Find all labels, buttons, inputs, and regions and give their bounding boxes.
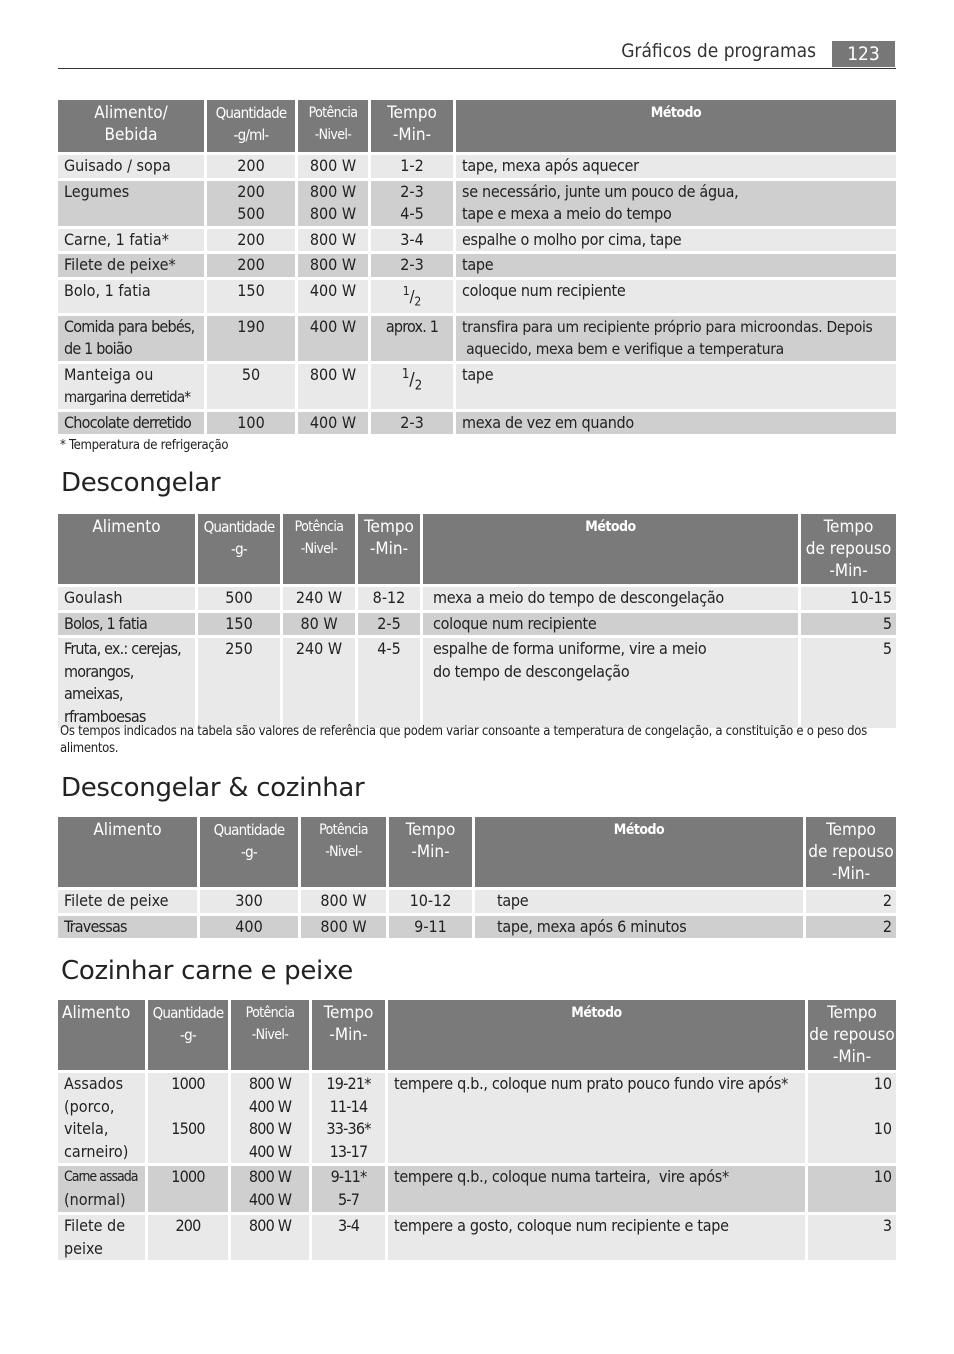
cell-power: 800 W	[298, 229, 368, 252]
defrost-table	[55, 511, 899, 731]
cell-time: 2-3	[371, 412, 453, 435]
cell-rest-time: 2	[806, 916, 896, 939]
cell-time: $^1/_2$	[371, 280, 453, 313]
cell-time: 2-3 4-5	[371, 181, 453, 226]
cook-meat-fish-table	[55, 997, 899, 1263]
cell-food: Travessas	[58, 916, 197, 939]
cell-power: 240 W	[283, 587, 355, 610]
cell-power: 800 W 400 W 800 W 400 W	[231, 1073, 309, 1163]
cell-rest-time: 2	[806, 890, 896, 913]
cell-food: Carne, 1 fatia*	[58, 229, 204, 252]
table-row	[58, 316, 896, 361]
col-header-method: Método	[423, 514, 798, 584]
col-header-power: Potência -Nivel-	[283, 514, 355, 584]
cell-food: Filete de peixe	[58, 1215, 145, 1260]
cell-time: 2-5	[358, 613, 420, 636]
cell-power: 800 W	[298, 254, 368, 277]
cell-method: espalhe de forma uniforme, vire a meio do tempo de descongelação	[423, 638, 798, 728]
cell-rest-time: 10 10	[808, 1073, 896, 1163]
cell-time: aprox. 1	[371, 316, 453, 361]
col-header-power: Potência -Nivel-	[231, 1000, 309, 1070]
cell-food: Guisado / sopa	[58, 155, 204, 178]
cell-quantity: 200	[148, 1215, 228, 1260]
cell-time: 19-21* 11-14 33-36* 13-17	[312, 1073, 385, 1163]
cell-food: Legumes	[58, 181, 204, 226]
cell-power: 400 W	[298, 316, 368, 361]
col-header-time: Tempo -Min-	[358, 514, 420, 584]
defrost-note: Os tempos indicados na tabela são valores de referência que podem variar consoante a temperatura de congelação, a constituição e o peso dos alimentos.	[60, 724, 867, 756]
col-header-food: Alimento	[58, 1000, 145, 1070]
col-header-method: Método	[475, 817, 803, 887]
footnote: * Temperatura de refrigeração	[60, 438, 229, 453]
cell-time: 1-2	[371, 155, 453, 178]
cell-rest-time: 10-15	[801, 587, 896, 610]
cell-time: 10-12	[389, 890, 472, 913]
section-title-cozinhar: Cozinhar carne e peixe	[61, 956, 353, 986]
cell-quantity: 200	[207, 155, 295, 178]
cell-quantity: 100	[207, 412, 295, 435]
cell-quantity: 50	[207, 364, 295, 409]
table-row	[58, 412, 896, 435]
cell-method: mexa de vez em quando	[456, 412, 896, 435]
cell-time: 3-4	[312, 1215, 385, 1260]
cell-method: tape	[475, 890, 803, 913]
cell-food: Filete de peixe*	[58, 254, 204, 277]
cell-power: 800 W	[298, 155, 368, 178]
cell-time: 8-12	[358, 587, 420, 610]
cell-quantity: 300	[200, 890, 298, 913]
col-header-time: Tempo -Min-	[312, 1000, 385, 1070]
cell-time: 3-4	[371, 229, 453, 252]
cell-power: 400 W	[298, 412, 368, 435]
cell-method: tempere q.b., coloque numa tarteira, vire após*	[388, 1166, 805, 1212]
cell-rest-time: 10	[808, 1166, 896, 1212]
cell-method: mexa a meio do tempo de descongelação	[423, 587, 798, 610]
cell-quantity: 200 500	[207, 181, 295, 226]
col-header-power: Potência -Nivel-	[298, 100, 368, 152]
section-title-descongelar-cozinhar: Descongelar & cozinhar	[61, 773, 365, 803]
col-header-quantity: Quantidade -g-	[198, 514, 280, 584]
defrost-cook-table	[55, 814, 899, 941]
cell-quantity: 200	[207, 254, 295, 277]
cell-time: 4-5	[358, 638, 420, 728]
cell-power: 800 W	[231, 1215, 309, 1260]
cell-food: Bolo, 1 fatia	[58, 280, 204, 313]
cell-quantity: 190	[207, 316, 295, 361]
cell-rest-time: 3	[808, 1215, 896, 1260]
cell-time: 9-11* 5-7	[312, 1166, 385, 1212]
cell-power: 800 W	[301, 916, 386, 939]
cell-quantity: 250	[198, 638, 280, 728]
cell-food: Bolos, 1 fatia	[58, 613, 195, 636]
cell-quantity: 1000	[148, 1166, 228, 1212]
cell-power: 800 W	[301, 890, 386, 913]
cell-quantity: 150	[207, 280, 295, 313]
page-number: 123	[832, 41, 895, 67]
cell-food: Carne assada (normal)	[58, 1166, 145, 1212]
header-divider	[58, 68, 896, 69]
page-header-title: Gráficos de programas	[621, 40, 816, 62]
col-header-rest-time: Tempo de repouso -Min-	[801, 514, 896, 584]
cell-method: transfira para um recipiente próprio para microondas. Depois aquecido, mexa bem e verifique a temperatura	[456, 316, 896, 361]
cell-method: tape	[456, 254, 896, 277]
cell-food: Comida para bebés, de 1 boião	[58, 316, 204, 361]
table-row	[58, 1073, 896, 1163]
cell-method: se necessário, junte um pouco de água, tape e mexa a meio do tempo	[456, 181, 896, 226]
cell-food: Manteiga ou margarina derretida*	[58, 364, 204, 409]
cell-power: 240 W	[283, 638, 355, 728]
table-row	[58, 1166, 896, 1212]
cell-method: tape	[456, 364, 896, 409]
reheat-table	[55, 97, 899, 437]
cell-power: 800 W	[298, 364, 368, 409]
table-row	[58, 638, 896, 728]
table-row	[58, 364, 896, 409]
cell-time: $^1/_2$	[371, 364, 453, 409]
cell-method: tempere a gosto, coloque num recipiente e tape	[388, 1215, 805, 1260]
col-header-power: Potência -Nivel-	[301, 817, 386, 887]
table-row	[58, 229, 896, 252]
cell-method: tape, mexa após 6 minutos	[475, 916, 803, 939]
cell-method: espalhe o molho por cima, tape	[456, 229, 896, 252]
cell-quantity: 150	[198, 613, 280, 636]
col-header-time: Tempo -Min-	[389, 817, 472, 887]
col-header-quantity: Quantidade -g-	[200, 817, 298, 887]
cell-quantity: 1000 1500	[148, 1073, 228, 1163]
cell-time: 9-11	[389, 916, 472, 939]
col-header-rest-time: Tempo de repouso -Min-	[808, 1000, 896, 1070]
cell-food: Goulash	[58, 587, 195, 610]
cell-food: Filete de peixe	[58, 890, 197, 913]
table-row	[58, 587, 896, 610]
col-header-method: Método	[456, 100, 896, 152]
cell-food: Fruta, ex.: cerejas, morangos, ameixas, rframboesas	[58, 638, 195, 728]
col-header-time: Tempo -Min-	[371, 100, 453, 152]
section-title-descongelar: Descongelar	[61, 468, 221, 498]
cell-quantity: 200	[207, 229, 295, 252]
col-header-food: Alimento	[58, 514, 195, 584]
col-header-food: Alimento/ Bebida	[58, 100, 204, 152]
table-row	[58, 916, 896, 939]
cell-rest-time: 5	[801, 613, 896, 636]
cell-method: coloque num recipiente	[423, 613, 798, 636]
cell-time: 2-3	[371, 254, 453, 277]
cell-method: coloque num recipiente	[456, 280, 896, 313]
table-row	[58, 155, 896, 178]
cell-power: 800 W 800 W	[298, 181, 368, 226]
table-row	[58, 613, 896, 636]
col-header-rest-time: Tempo de repouso -Min-	[806, 817, 896, 887]
cell-food: Chocolate derretido	[58, 412, 204, 435]
col-header-quantity: Quantidade -g/ml-	[207, 100, 295, 152]
cell-food: Assados (porco, vitela, carneiro)	[58, 1073, 145, 1163]
cell-method: tape, mexa após aquecer	[456, 155, 896, 178]
table-row	[58, 280, 896, 313]
cell-method: tempere q.b., coloque num prato pouco fundo vire após*	[388, 1073, 805, 1163]
col-header-method: Método	[388, 1000, 805, 1070]
table-row	[58, 890, 896, 913]
col-header-food: Alimento	[58, 817, 197, 887]
table-row	[58, 181, 896, 226]
table-row	[58, 254, 896, 277]
col-header-quantity: Quantidade -g-	[148, 1000, 228, 1070]
cell-rest-time: 5	[801, 638, 896, 728]
cell-power: 800 W 400 W	[231, 1166, 309, 1212]
cell-power: 400 W	[298, 280, 368, 313]
cell-power: 80 W	[283, 613, 355, 636]
table-row	[58, 1215, 896, 1260]
cell-quantity: 500	[198, 587, 280, 610]
cell-quantity: 400	[200, 916, 298, 939]
